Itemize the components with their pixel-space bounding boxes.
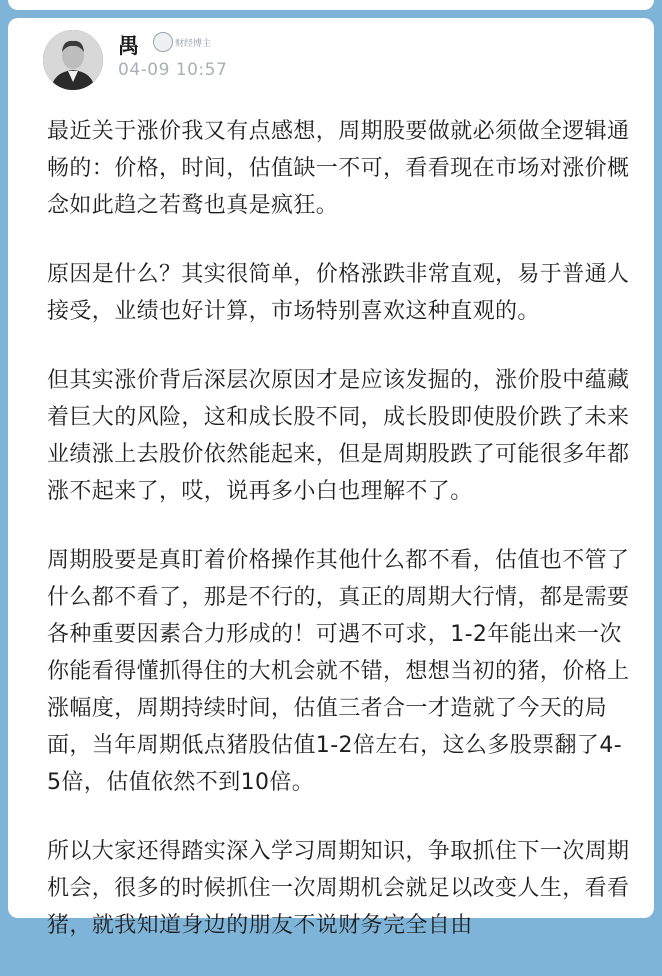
badge-label: 财经博主 <box>175 39 212 49</box>
verified-badge-icon <box>153 32 173 52</box>
post-body <box>47 113 632 976</box>
page-top-strip <box>0 0 662 18</box>
author-avatar[interactable] <box>43 30 103 90</box>
post-timestamp: 04-09 10:57 <box>118 60 228 80</box>
paragraph: 但其实涨价背后深层次原因才是应该发掘的，涨价股中蕴藏着巨大的风险，这和成长股不同，成长股即使股价跌了未来业绩涨上去股价依然能起来，但是周期股跌了可能很多年都涨不起来了，哎，说再多小白也理解不了。 <box>47 368 630 504</box>
paragraph: 原因是什么？其实很简单，价格涨跌非常直观，易于普通人接受，业绩也好计算，市场特别喜欢这种直观的。 <box>47 262 630 324</box>
post-card <box>8 18 654 938</box>
author-name[interactable]: 禺 <box>118 34 139 58</box>
paragraph: 所以大家还得踏实深入学习周期知识，争取抓住下一次周期机会，很多的时候抓住一次周期机会就足以改变人生，看看猪，就我知道身边的朋友不说财务完全自由 <box>47 839 630 938</box>
paragraph: 最近关于涨价我又有点感想，周期股要做就必须做全逻辑通畅的：价格，时间，估值缺一不可，看看现在市场对涨价概念如此趋之若鹜也真是疯狂。 <box>47 119 630 218</box>
avatar-portrait-icon <box>43 30 103 90</box>
paragraph: 周期股要是真盯着价格操作其他什么都不看，估值也不管了什么都不看了，那是不行的，真正的周期大行情，都是需要各种重要因素合力形成的！可遇不可求，1-2年能出来一次你能看得懂抓得住的大机会就不错，想想当初的猪，价格上涨幅度，周期持续时间，估值三者合一才造就了今天的局面，当年周期低点猪股估值1-2倍左右，这么多股票翻了4-5倍，估值依然不到10倍。 <box>47 548 630 795</box>
previous-card-edge <box>8 0 654 10</box>
